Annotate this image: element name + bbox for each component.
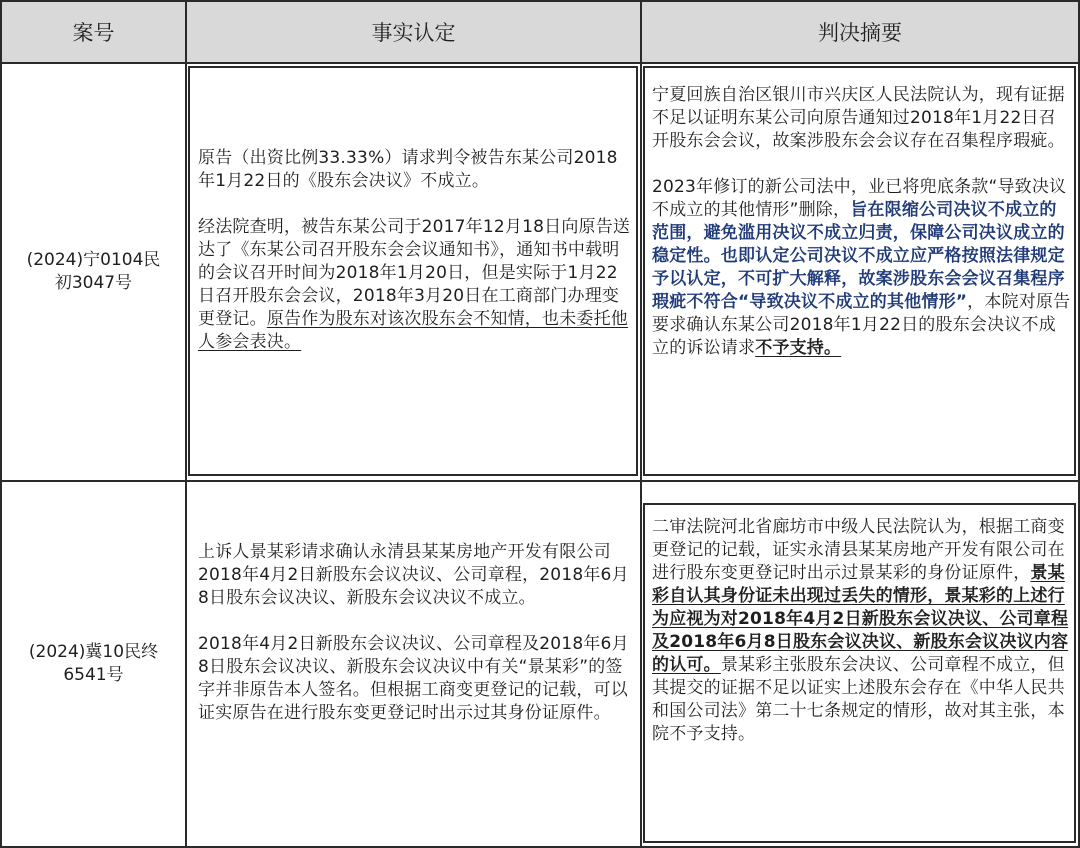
summary-paragraph bbox=[652, 516, 1072, 746]
facts-paragraph-2: 2018年4月2日新股东会议决议、公司章程及2018年6月8日股东会议决议、新股东会议决议中有关“景某彩”的签字并非原告本人签名。但根据工商变更登记的记载，可以证实原告在进行股东变更登记时出示过其身份证原件。 bbox=[198, 634, 629, 723]
header-facts bbox=[187, 2, 640, 62]
summary-paragraph-2-underlined: 不予支持。 bbox=[755, 338, 842, 358]
table-row-1-facts bbox=[198, 147, 634, 354]
case-number-line-1: (2024)宁0104民 bbox=[26, 250, 161, 270]
case-number-line-2: 初3047号 bbox=[54, 273, 133, 293]
header-case-number-label: 案号 bbox=[72, 21, 115, 45]
header-facts-label: 事实认定 bbox=[371, 21, 456, 45]
facts-paragraph-2-text: 经法院查明，被告东某公司于2017年12月18日向原告送达了《东某公司召开股东会会议通知书》，通知书中载明的会议召开时间为2018年1月20日，但是实际于1月22日召开股东会会议，2018年3月20日在工商部门办理变更登记。 bbox=[198, 217, 631, 329]
table-row-2-summary bbox=[652, 516, 1072, 746]
table-row-2-case-number bbox=[2, 482, 185, 846]
facts-paragraph-2 bbox=[198, 216, 634, 354]
facts-paragraph-1: 上诉人景某彩请求确认永清县某某房地产开发有限公司2018年4月2日新股东会议决议、公司章程，2018年6月8日股东会议决议、新股东会议决议不成立。 bbox=[198, 542, 629, 608]
case-number-line-2: 6541号 bbox=[63, 665, 124, 685]
table-border-top bbox=[0, 0, 1080, 2]
column-divider-1 bbox=[185, 0, 187, 848]
summary-paragraph-2-text-2: ，本院对原告要求确认东某公司2018年1月22日的股东会决议不成立的诉讼请求 bbox=[652, 292, 1071, 358]
summary-paragraph-2-bold: 旨在限缩公司决议不成立的范围，避免滥用决议不成立归责，保障公司决议成立的稳定性。也即认定公司决议不成立应严格按照法律规定予以认定，不可扩大解释，故案涉股东会会议召集程序瑕疵不符合“导致决议不成立的其他情形” bbox=[652, 200, 1065, 312]
table-row-2-facts bbox=[198, 541, 634, 725]
column-divider-2 bbox=[640, 0, 642, 848]
table-row-1-case-number bbox=[2, 64, 185, 480]
summary-bold-underlined: 景某彩自认其身份证未出现过丢失的情形，景某彩的上述行为应视为对2018年4月2日新股东会议决议、公司章程及2018年6月8日股东会议决议、新股东会议决议内容的认可。 bbox=[652, 563, 1069, 675]
header-case-number bbox=[2, 2, 185, 62]
case-number-line-1: (2024)冀10民终 bbox=[28, 642, 159, 662]
summary-paragraph-2 bbox=[652, 176, 1072, 360]
facts-paragraph-2-underlined: 原告作为股东对该次股东会不知情，也未委托他人参会表决。 bbox=[198, 309, 629, 352]
summary-paragraph-1: 宁夏回族自治区银川市兴庆区人民法院认为，现有证据不足以证明东某公司向原告通知过2018年1月22日召开股东会会议，故案涉股东会会议存在召集程序瑕疵。 bbox=[652, 85, 1065, 151]
header-summary bbox=[642, 2, 1078, 62]
summary-paragraph-2-text: 2023年修订的新公司法中，业已将兜底条款“导致决议不成立的其他情形”删除， bbox=[652, 177, 1067, 220]
header-summary-label: 判决摘要 bbox=[818, 21, 902, 45]
table-row-1-summary bbox=[652, 84, 1072, 360]
facts-paragraph-1: 原告（出资比例33.33%）请求判令被告东某公司2018年1月22日的《股东会决议》不成立。 bbox=[198, 148, 618, 191]
summary-text-2: 景某彩主张股东会决议、公司章程不成立，但其提交的证据不足以证实上述股东会存在《中华人民共和国公司法》第二十七条规定的情形，故对其主张，本院不予支持。 bbox=[652, 655, 1065, 744]
summary-text-1: 二审法院河北省廊坊市中级人民法院认为，根据工商变更登记的记载，证实永清县某某房地产开发有限公司在进行股东变更登记时出示过景某彩的身份证原件， bbox=[652, 517, 1065, 583]
